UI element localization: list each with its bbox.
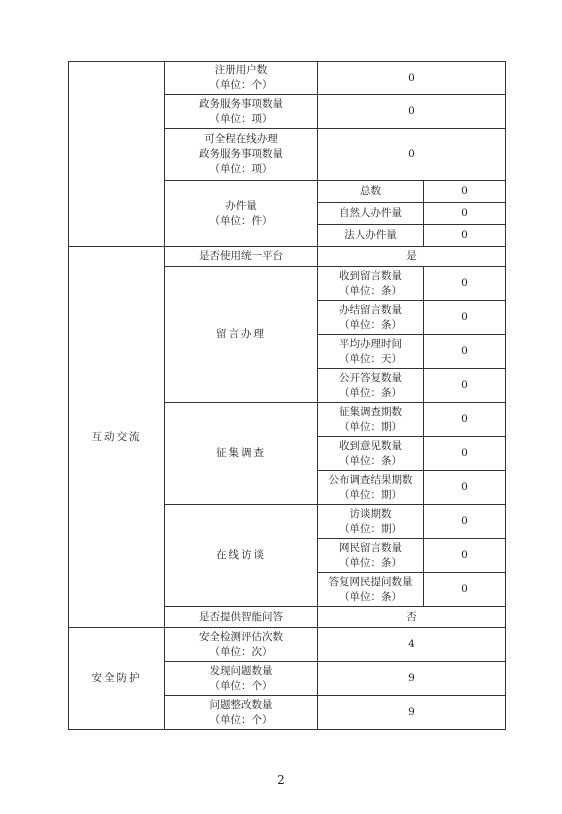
interview-periods-label: 访谈期数 （单位：期） — [318, 505, 424, 539]
issues-found-value: 9 — [318, 662, 506, 696]
interview-group-title: 在线访谈 — [165, 505, 318, 607]
cases-natural-person-value: 0 — [424, 203, 506, 225]
public-replies-label: 公开答复数量 （单位：条） — [318, 369, 424, 403]
online-service-items-label: 可全程在线办理 政务服务事项数量 （单位：项） — [165, 129, 318, 181]
messages-received-label: 收到留言数量 （单位：条） — [318, 267, 424, 301]
registered-users-value: 0 — [318, 62, 506, 95]
netizen-messages-value: 0 — [424, 539, 506, 573]
netizen-questions-answered-value: 0 — [424, 573, 506, 607]
service-items-label: 政务服务事项数量 （单位：项） — [165, 95, 318, 129]
smart-qa-value: 否 — [318, 607, 506, 628]
netizen-messages-label: 网民留言数量 （单位：条） — [318, 539, 424, 573]
security-checks-label: 安全检测评估次数 （单位：次） — [165, 628, 318, 662]
cases-total-value: 0 — [424, 181, 506, 203]
online-service-items-value: 0 — [318, 129, 506, 181]
messages-closed-value: 0 — [424, 301, 506, 335]
cases-legal-person-label: 法人办件量 — [318, 225, 424, 247]
security-checks-value: 4 — [318, 628, 506, 662]
unified-platform-value: 是 — [318, 247, 506, 267]
average-handling-time-label: 平均办理时间 （单位：天） — [318, 335, 424, 369]
page-number: 2 — [277, 773, 285, 787]
issues-found-label: 发现问题数量 （单位：个） — [165, 662, 318, 696]
messages-group-title: 留言办理 — [165, 267, 318, 403]
survey-results-published-label: 公布调查结果期数 （单位：期） — [318, 471, 424, 505]
cases-label: 办件量 （单位：件） — [165, 181, 318, 247]
opinions-received-label: 收到意见数量 （单位：条） — [318, 437, 424, 471]
interview-periods-value: 0 — [424, 505, 506, 539]
security-section-title: 安全防护 — [69, 628, 165, 730]
survey-periods-value: 0 — [424, 403, 506, 437]
issues-fixed-label: 问题整改数量 （单位：个） — [165, 696, 318, 730]
survey-results-published-value: 0 — [424, 471, 506, 505]
messages-received-value: 0 — [424, 267, 506, 301]
cases-total-label: 总数 — [318, 181, 424, 203]
unified-platform-label: 是否使用统一平台 — [165, 247, 318, 267]
table-row — [69, 62, 506, 95]
interaction-section-title: 互动交流 — [69, 247, 165, 628]
registered-users-label: 注册用户数 （单位：个） — [165, 62, 318, 95]
survey-group-title: 征集调查 — [165, 403, 318, 505]
smart-qa-label: 是否提供智能问答 — [165, 607, 318, 628]
messages-closed-label: 办结留言数量 （单位：条） — [318, 301, 424, 335]
netizen-questions-answered-label: 答复网民提问数量 （单位：条） — [318, 573, 424, 607]
opinions-received-value: 0 — [424, 437, 506, 471]
statistics-table — [68, 61, 506, 730]
issues-fixed-value: 9 — [318, 696, 506, 730]
public-replies-value: 0 — [424, 369, 506, 403]
average-handling-time-value: 0 — [424, 335, 506, 369]
section-top-blank-cell — [69, 62, 165, 247]
survey-periods-label: 征集调查期数 （单位：期） — [318, 403, 424, 437]
table-row — [69, 247, 506, 267]
cases-legal-person-value: 0 — [424, 225, 506, 247]
service-items-value: 0 — [318, 95, 506, 129]
table-row — [69, 628, 506, 662]
cases-natural-person-label: 自然人办件量 — [318, 203, 424, 225]
